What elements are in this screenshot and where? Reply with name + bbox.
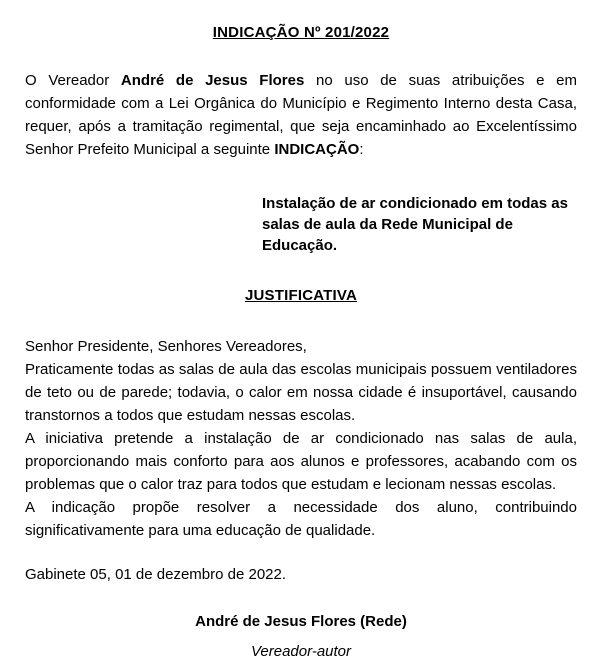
subject-block: Instalação de ar condicionado em todas as salas de aula da Rede Municipal de Educação. <box>262 195 568 254</box>
opening-tail: : <box>359 141 364 158</box>
opening-body: no uso de suas atribuições e em conformidade com a Lei Orgânica do Município e Regimento Interno desta Casa, requer, após a tramitação regimental, que seja encaminhado ao Excelentíssimo Senhor Prefeito Municipal a seguinte <box>25 72 577 158</box>
justification-paragraph: Praticamente todas as salas de aula das escolas municipais possuem ventiladores de teto ou de parede; todavia, o calor em nossa cidade é insuportável, causando transtornos a todos que estudam nessas escolas. <box>25 361 577 424</box>
document-title: INDICAÇÃO Nº 201/2022 <box>212 24 390 41</box>
justification-body <box>25 335 577 542</box>
opening-paragraph <box>25 69 577 161</box>
salutation-line: Senhor Presidente, Senhores Vereadores, <box>25 338 307 355</box>
justification-paragraph: A indicação propõe resolver a necessidade dos aluno, contribuindo significativamente para uma educação de qualidade. <box>25 499 577 539</box>
justification-heading: JUSTIFICATIVA <box>244 287 358 304</box>
date-line: Gabinete 05, 01 de dezembro de 2022. <box>25 566 287 583</box>
indicacao-emphasis: INDICAÇÃO <box>274 141 360 158</box>
opening-lead: O Vereador <box>25 72 121 89</box>
author-name-bold: André de Jesus Flores <box>120 72 305 89</box>
justification-paragraph: A iniciativa pretende a instalação de ar condicionado nas salas de aula, proporcionando mais conforto para aos alunos e professores, acabando com os problemas que o calor traz para todos que estudam e lecionam nessas escolas. <box>25 430 577 493</box>
signature-role: Vereador-autor <box>250 643 352 660</box>
signature-name: André de Jesus Flores (Rede) <box>195 613 407 630</box>
